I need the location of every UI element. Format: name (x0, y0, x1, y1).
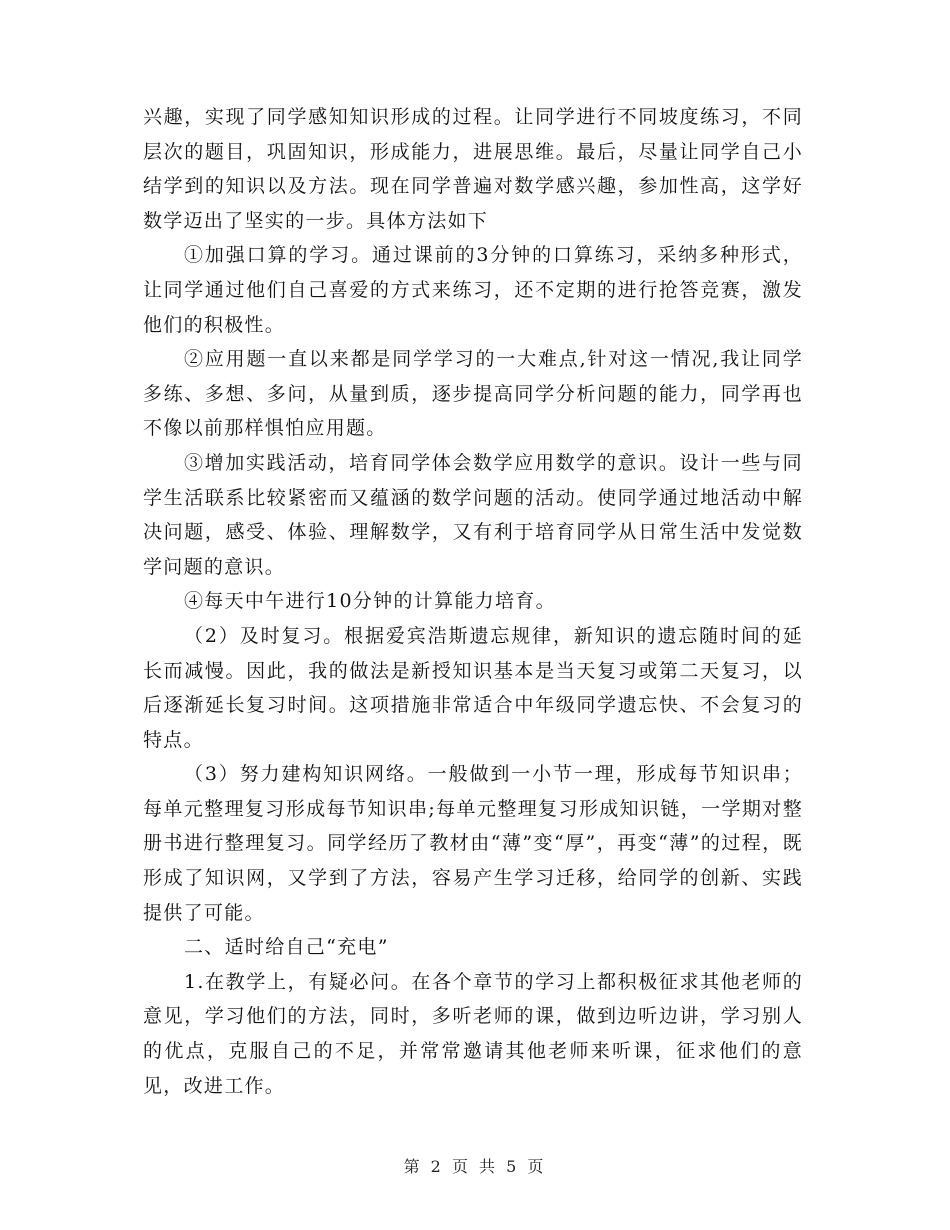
paragraph-item-1: ①加强口算的学习。通过课前的3分钟的口算练习，采纳多种形式，让同学通过他们自己喜爱的方式来练习，还不定期的进行抢答竞赛，激发他们的积极性。 (143, 244, 803, 336)
paragraph-item-2: ②应用题一直以来都是同学学习的一大难点,针对这一情况,我让同学多练、多想、多问，从量到质，逐步提高同学分析问题的能力，同学再也不像以前那样惧怕应用题。 (143, 348, 803, 440)
paragraph-continuation: 兴趣，实现了同学感知知识形成的过程。让同学进行不同坡度练习，不同层次的题目，巩固知识，形成能力，进展思维。最后，尽量让同学自己小结学到的知识以及方法。现在同学普遍对数学感兴趣，参加性高，这学好数学迈出了坚实的一步。具体方法如下 (143, 106, 803, 232)
page-number-footer: 第 2 页 共 5 页 (403, 1157, 547, 1176)
paragraph-teaching: 1.在教学上，有疑必问。在各个章节的学习上都积极征求其他老师的意见，学习他们的方法，同时，多听老师的课，做到边听边讲，学习别人的优点，克服自己的不足，并常常邀请其他老师来听课，征求他们的意见，改进工作。 (143, 970, 803, 1097)
paragraph-knowledge-network: （3）努力建构知识网络。一般做到一小节一理，形成每节知识串；每单元整理复习形成每节知识串;每单元整理复习形成知识链，一学期对整册书进行整理复习。同学经历了教材由“薄”变“厚”，再变“薄”的过程，既形成了知识网，又学到了方法，容易产生学习迁移，给同学的创新、实践提供了可能。 (143, 763, 803, 924)
document-body (143, 100, 803, 1103)
paragraph-item-3: ③增加实践活动，培育同学体会数学应用数学的意识。设计一些与同学生活联系比较紧密而又蕴涵的数学问题的活动。使同学通过地活动中解决问题，感受、体验、理解数学，又有利于培育同学从日常生活中发觉数学问题的意识。 (143, 451, 803, 578)
paragraph-item-4: ④每天中午进行10分钟的计算能力培育。 (184, 590, 556, 613)
paragraph-timely-review: （2）及时复习。根据爱宾浩斯遗忘规律，新知识的遗忘随时间的延长而减慢。因此，我的做法是新授知识基本是当天复习或第二天复习，以后逐渐延长复习时间。这项措施非常适合中年级同学遗忘快、不会复习的特点。 (143, 624, 803, 751)
section-heading: 二、适时给自己“充电” (184, 936, 389, 959)
